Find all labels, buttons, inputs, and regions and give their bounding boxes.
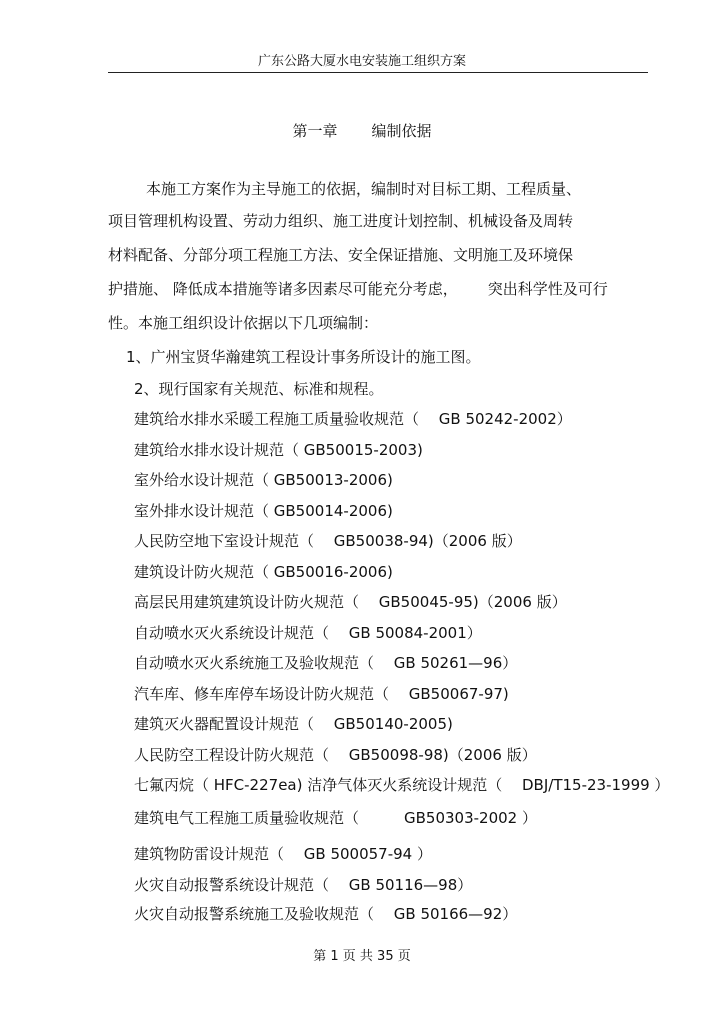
standard-item: 建筑电气工程施工质量验收规范（ GB50303-2002 ） (134, 809, 537, 827)
standard-item: 人民防空地下室设计规范（ GB50038-94)（2006 版） (134, 532, 522, 550)
chapter-heading (0, 120, 724, 141)
standard-item: 室外排水设计规范（ GB50014-2006) (134, 502, 393, 520)
intro-line-1: 本施工方案作为主导施工的依据，编制时对目标工期、工程质量、 (146, 180, 582, 198)
standard-item: 建筑物防雷设计规范（ GB 500057-94 ） (134, 845, 432, 863)
page-header: 广东公路大厦水电安装施工组织方案 (257, 54, 466, 69)
standard-item: 建筑给水排水设计规范（ GB50015-2003) (134, 441, 423, 459)
standard-item: 室外给水设计规范（ GB50013-2006) (134, 471, 393, 489)
standard-item: 建筑设计防火规范（ GB50016-2006) (134, 563, 393, 581)
chapter-number: 第一章 (292, 122, 338, 140)
intro-line-4 (108, 278, 608, 299)
basis-item-1: 1、广州宝贤华瀚建筑工程设计事务所设计的施工图。 (126, 348, 481, 366)
standard-item: 火灾自动报警系统施工及验收规范（ GB 50166—92） (134, 905, 518, 923)
standard-item: 人民防空工程设计防火规范（ GB50098-98)（2006 版） (134, 746, 537, 764)
page-footer: 第 1 页 共 35 页 (313, 949, 411, 964)
standard-item: 建筑灭火器配置设计规范（ GB50140-2005) (134, 715, 453, 733)
standard-item: 自动喷水灭火系统施工及验收规范（ GB 50261—96） (134, 654, 518, 672)
header-rule (108, 72, 648, 73)
standard-item: 建筑给水排水采暖工程施工质量验收规范（ GB 50242-2002） (134, 410, 572, 428)
standard-item: 火灾自动报警系统设计规范（ GB 50116—98） (134, 876, 473, 894)
standard-item: 汽车库、修车库停车场设计防火规范（ GB50067-97) (134, 685, 509, 703)
chapter-title: 编制依据 (371, 122, 432, 140)
intro-line-5: 性。本施工组织设计依据以下几项编制： (108, 314, 379, 332)
intro-line-4a: 护措施、 降低成本措施等诸多因素尽可能充分考虑， (108, 280, 458, 298)
intro-line-2: 项目管理机构设置、劳动力组织、施工进度计划控制、机械设备及周转 (108, 212, 574, 230)
standard-item: 自动喷水灭火系统设计规范（ GB 50084-2001） (134, 624, 482, 642)
basis-item-2: 2、现行国家有关规范、标准和规程。 (134, 380, 384, 398)
standard-item: 高层民用建筑建筑设计防火规范（ GB50045-95)（2006 版） (134, 593, 567, 611)
intro-line-4b: 突出科学性及可行 (487, 280, 608, 298)
intro-line-3: 材料配备、分部分项工程施工方法、安全保证措施、文明施工及环境保 (108, 246, 574, 264)
standard-item: 七氟丙烷（ HFC-227ea) 洁净气体灭火系统设计规范（ DBJ/T15-23-1999 ） (134, 776, 670, 794)
